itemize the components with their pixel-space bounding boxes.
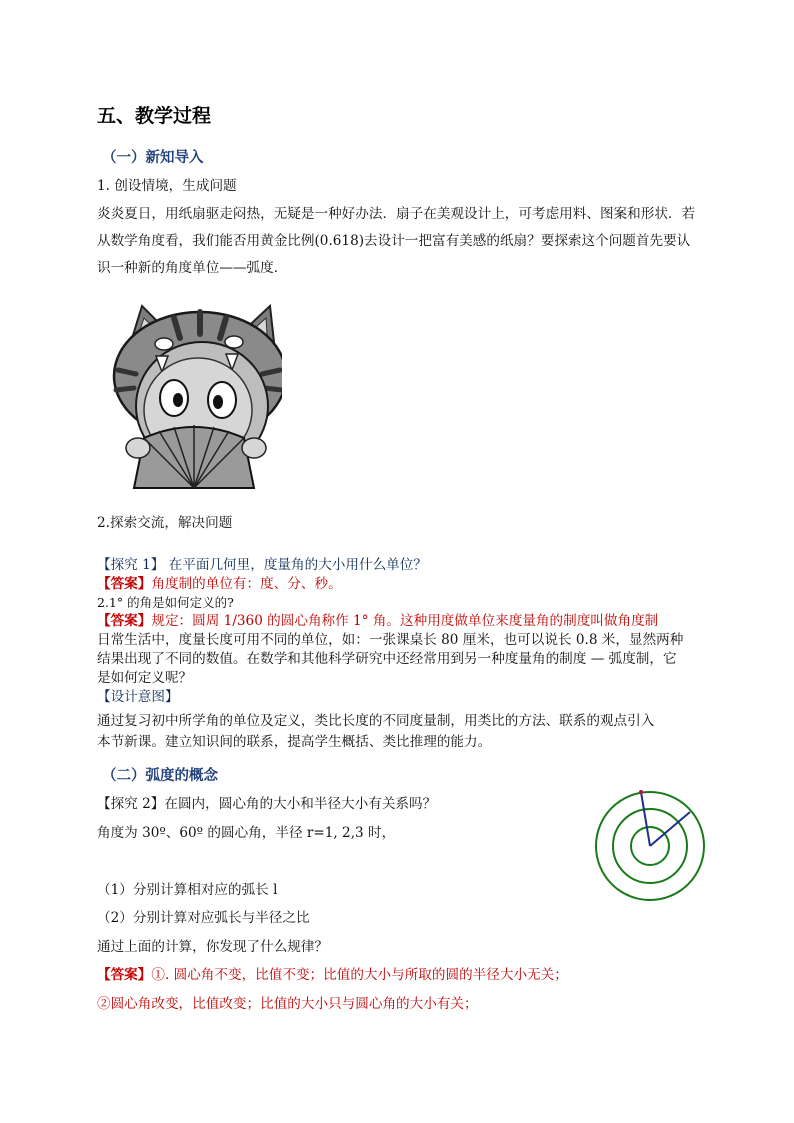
concentric-circles-icon [592,788,710,906]
cartoon-cat-with-fan-icon [104,298,282,492]
item2-title: 2.探索交流，解决问题 [97,515,233,531]
answer1-text: 角度制的单位有：度、分、秒。 [151,576,342,592]
answer3-text-1: ①. 圆心角不变，比值不变；比值的大小与所取的圆的半径大小无关； [151,967,568,983]
design-intent-line-2: 本节新课。建立知识间的联系，提高学生概括、类比推理的能力。 [97,734,492,750]
daily-life-line-2: 结果出现了不同的数值。在数学和其他科学研究中还经常用到另一种度量角的制度 — 弧度制，它 [97,651,677,667]
daily-life-line-3: 是如何定义呢？ [97,670,193,686]
explore1-label: 【探究 1】 [97,557,165,573]
item1-title: 1. 创设情境，生成问题 [97,178,237,194]
daily-life-line-1: 日常生活中，度量长度可用不同的单位，如：一张课桌长 80 厘米，也可以说长 0.8 米，显然两种 [97,632,684,648]
design-intent-label: 【设计意图】 [97,689,179,705]
section-title-radian: （二）弧度的概念 [102,768,218,784]
rule-question: 通过上面的计算，你发现了什么规律？ [97,939,329,955]
task-1: （1）分别计算相对应的弧长 l [97,882,278,898]
intro-para-line-3: 识一种新的角度单位——弧度． [97,260,288,276]
answer1 [97,574,342,594]
answer2-label: 【答案】 [97,613,152,629]
angles-condition: 角度为 30º、60º 的圆心角，半径 r=1, 2,3 时， [97,825,396,841]
answer3-label: 【答案】 [97,967,152,983]
explore1-text: 在平面几何里，度量角的大小用什么单位？ [164,557,427,573]
question-1-degree: 2.1° 的角是如何定义的? [97,595,234,610]
intro-para-line-1: 炎炎夏日，用纸扇驱走闷热，无疑是一种好办法．扇子在美观设计上，可考虑用料、图案和形状．若 [97,206,696,222]
answer3-line-2: ②圆心角改变，比值改变；比值的大小只与圆心角的大小有关； [97,996,478,1012]
answer1-label: 【答案】 [97,576,152,592]
intro-para-line-2: 从数学角度看，我们能否用黄金比例(0.618)去设计一把富有美感的纸扇？要探索这个问题首先要认 [97,233,691,249]
explore1 [97,555,427,575]
task-2: （2）分别计算对应弧长与半径之比 [97,910,310,926]
answer3-line-1 [97,965,568,985]
section-title-intro: （一）新知导入 [102,150,204,166]
page-heading: 五、教学过程 [97,105,212,127]
answer2 [97,611,658,631]
design-intent-line-1: 通过复习初中所学角的单位及定义，类比长度的不同度量制，用类比的方法、联系的观点引入 [97,713,655,729]
explore2: 【探究 2】在圆内，圆心角的大小和半径大小有关系吗？ [97,796,437,812]
answer2-text: 规定：圆周 1/360 的圆心角称作 1° 角。这种用度做单位来度量角的制度叫做角度制 [151,613,659,629]
